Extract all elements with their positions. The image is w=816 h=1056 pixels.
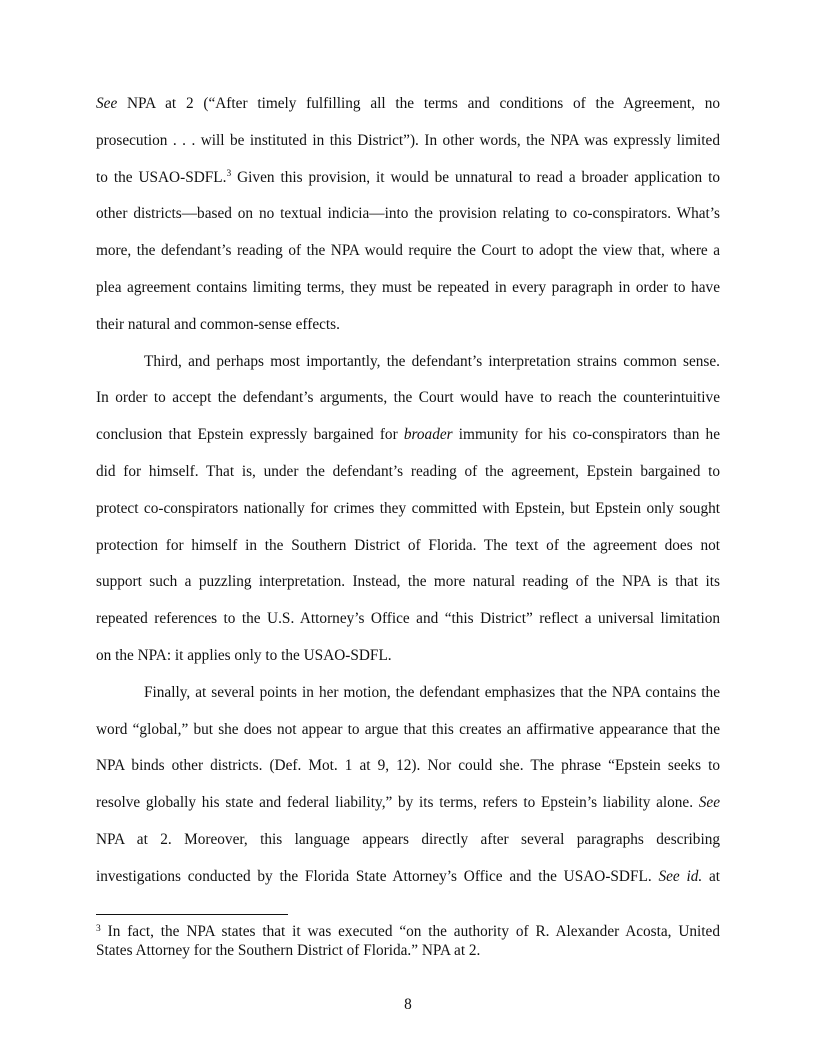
text-line: their natural and common-sense effects. bbox=[96, 315, 340, 333]
text-line: support such a puzzling interpretation. Instead, the more natural reading of the NPA is that its bbox=[96, 573, 720, 591]
text-line: NPA binds other districts. (Def. Mot. 1 at 9, 12). Nor could she. The phrase “Epstein seeks to bbox=[96, 757, 720, 775]
text-line: investigations conducted by the Florida State Attorney’s Office and the USAO-SDFL. See id. at bbox=[96, 867, 720, 885]
citation-signal: See id. bbox=[658, 867, 703, 885]
text-line: protection for himself in the Southern District of Florida. The text of the agreement does not bbox=[96, 536, 720, 554]
text-line: conclusion that Epstein expressly bargained for broader immunity for his co-conspirators than he bbox=[96, 426, 720, 444]
footnote-line: States Attorney for the Southern District of Florida.” NPA at 2. bbox=[96, 942, 481, 959]
footnote-separator bbox=[96, 914, 288, 915]
paragraph-2 bbox=[96, 344, 720, 675]
text-line: repeated references to the U.S. Attorney’s Office and “this District” reflect a universal limitation bbox=[96, 610, 720, 628]
footnote-line: $^3$ In fact, the NPA states that it was executed “on the authority of R. Alexander Acosta, United bbox=[96, 923, 720, 940]
text-line: resolve globally his state and federal liability,” by its terms, refers to Epstein’s liability alone. See bbox=[96, 794, 720, 812]
footnote-3 bbox=[96, 922, 720, 960]
text-line: plea agreement contains limiting terms, they must be repeated in every paragraph in order to have bbox=[96, 278, 720, 296]
citation-signal: See bbox=[698, 794, 720, 812]
footnote-marker: 3 bbox=[96, 924, 101, 934]
text-line: prosecution . . . will be instituted in this District”). In other words, the NPA was expressly limited bbox=[96, 131, 720, 149]
text-line: word “global,” but she does not appear to argue that this creates an affirmative appearance that the bbox=[96, 720, 720, 738]
text-line: In order to accept the defendant’s arguments, the Court would have to reach the counterintuitive bbox=[96, 389, 720, 407]
paragraph-3 bbox=[96, 675, 720, 896]
text-line: protect co-conspirators nationally for crimes they committed with Epstein, but Epstein only sought bbox=[96, 499, 720, 517]
emphasis: broader bbox=[403, 426, 453, 444]
citation-signal: See bbox=[96, 95, 118, 112]
page-number: 8 bbox=[404, 996, 412, 1013]
text-line: did for himself. That is, under the defendant’s reading of the agreement, Epstein bargained to bbox=[96, 462, 720, 480]
text-line: on the NPA: it applies only to the USAO-SDFL. bbox=[96, 646, 392, 664]
document-page bbox=[96, 0, 720, 1056]
text-line: NPA at 2. Moreover, this language appears directly after several paragraphs describing bbox=[96, 830, 720, 848]
text-line: See NPA at 2 (“After timely fulfilling all the terms and conditions of the Agreement, no bbox=[96, 95, 720, 112]
text-line: other districts—based on no textual indicia—into the provision relating to co-conspirators. What’s bbox=[96, 205, 720, 223]
footnote-reference[interactable]: 3 bbox=[226, 168, 232, 179]
text-line: Third, and perhaps most importantly, the defendant’s interpretation strains common sense. bbox=[144, 352, 720, 370]
text-line: to the USAO-SDFL.$^3$ Given this provision, it would be unnatural to read a broader application to bbox=[96, 168, 720, 186]
body-text bbox=[96, 86, 720, 896]
text-line: more, the defendant’s reading of the NPA would require the Court to adopt the view that, where a bbox=[96, 242, 720, 260]
paragraph-1 bbox=[96, 86, 720, 344]
text-line: Finally, at several points in her motion, the defendant emphasizes that the NPA contains the bbox=[144, 683, 720, 701]
